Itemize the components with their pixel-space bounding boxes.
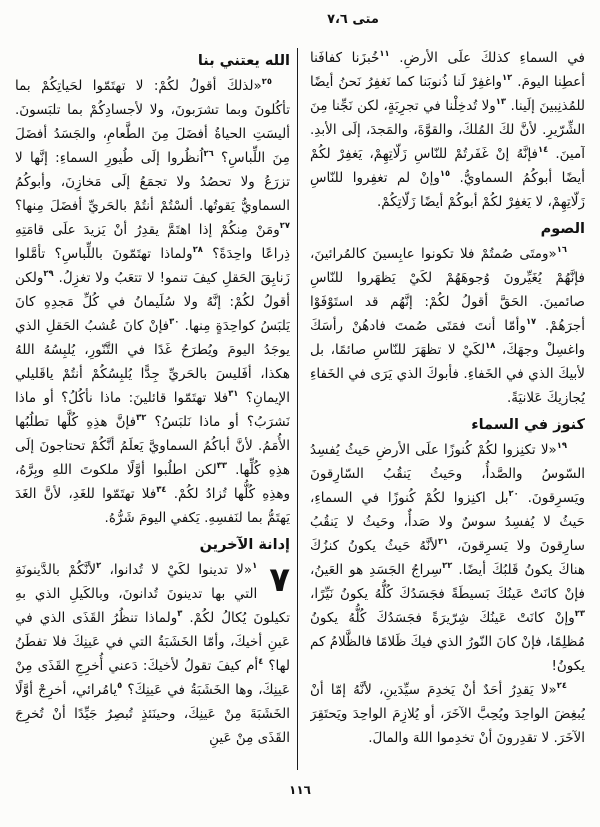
chapter-7-verse-text: $^١$«لا تدينوا لكَيْ لا تُدانوا، $^٢$لأنَّكُمْ بالدَّينونَةِ التي بها تدينونَ تُدانونَ، وبالكَيلِ الذي بهِ تكيلونَ يُكالُ لكُمْ. $^٣$ولماذا تنظُرُ القَذَى الذي في عَينِ أخيكَ، وأمّا الخَشَبَةُ التي في عَينِكَ فلا تفطَنُ لها؟ $^٤$أم كيفَ تقولُ لأخيكَ: دَعني أُخرِجِ القَذَى مِنْ عَينِكَ، وها الخَشَبَةُ في عَينِكَ؟ $^٥$يامُرائي، أخرِجْ أوَّلًا الخَشَبَةَ مِنْ عَينِكَ، وحينَئذٍ تُبصِرُ جَيِّدًا أنْ تُخرِجَ القَذَى مِنْ عَينِ [15,560,290,746]
heading-judging-others: إدانة الآخرين [199,537,290,553]
paragraph-fasting: $^{١٦}$«ومتَى صُمتُمْ فلا تكونوا عابِسينَ كالمُرائينَ، فإنَّهُمْ يُغَيِّرونَ وُجوهَهُمْ لكَيْ يَظهَروا للنّاسِ صائمينَ. الحَقَّ أقولُ لكُمْ: إنَّهُم قد استَوْفَوْا أجرَهُمْ. $^{١٧}$وأمّا أنتَ فمَتَى صُمتَ فادهُنْ رأسَكَ واغسِلْ وجهَكَ، $^{١٨}$لكَيْ لا تظهَرَ للنّاسِ صائمًا، بل لأبيكَ الذي في الخَفاءِ. فأبوكَ الذي يَرَى في الخَفاءِ يُجازيكَ عَلانيَةً. [310,244,585,406]
heading-treasures-in-heaven: كنوز في السماء [471,417,585,433]
heading-god-cares: الله يعتني بنا [197,53,290,69]
paragraph-lords-prayer-end: في السماءِ كذلكَ علَى الأرضِ. $^{١١}$خُبزَنا كفافَنا أعطِنا اليومَ. $^{١٢}$واغفِرْ لَنا ذُنوبَنا كما نَغفِرُ نَحنُ أيضًا للمُذنِبينَ إلَينا. $^{١٣}$ولا تُدخِلْنا في تجرِبَةٍ، لكن نَجِّنا مِنَ الشِّرّيرِ. لأنَّ لكَ المُلكَ، والقوَّةَ، والمَجدَ، إلَى الأبدِ. آمينَ. $^{١٤}$فإنَّهُ إنْ غَفَرتُمْ للنّاسِ زَلّاتِهِمْ، يَغفِرْ لكُمْ أيضًا أبوكُمُ السماويُّ. $^{١٥}$وإنْ لم تغفِروا للنّاسِ زَلّاتِهِمْ، لا يَغفِرْ لكُمْ أبوكُمْ أيضًا زَلّاتِكُمْ. [310,48,585,210]
right-column [310,46,585,772]
columns [15,46,585,772]
paragraph-treasures: $^{١٩}$«لا تكنِزوا لكُمْ كُنوزًا علَى الأرضِ حَيثُ يُفسِدُ السّوسُ والصَّدأُ، وحَيثُ يَنقُبُ السّارِقونَ ويَسرِقونَ. $^{٢٠}$بل اكنِزوا لكُمْ كُنوزًا في السماءِ، حَيثُ لا يُفسِدُ سوسٌ ولا صَدأٌ، وحَيثُ لا يَنقُبُ سارِقونَ ولا يَسرِقونَ، $^{٢١}$لأنَّهُ حَيثُ يكونُ كنزُكَ هناكَ يكونُ قَلبُكَ أيضًا. $^{٢٢}$سِراجُ الجَسَدِ هو العَينُ، فإنْ كانَتْ عَينُكَ بَسيطَةً فجَسَدُكَ كُلُّهُ يكونُ نَيِّرًا، $^{٢٣}$وإنْ كانَتْ عَينُكَ شِرّيرَةً فجَسَدُكَ كُلُّهُ يكونُ مُظلِمًا، فإنْ كانَ النّورُ الذي فيكَ ظَلامًا فالظَّلامُ كم يكونُ! [310,440,585,674]
page-number: ١١٦ [289,783,311,797]
chapter-7-number: ٧ [269,560,290,600]
paragraph-god-cares: $^{٢٥}$«لذلكَ أقولُ لكُمْ: لا تهتَمّوا لحَياتِكُمْ بما تأكُلونَ وبما تشرَبونَ، ولا لأجسادِكُمْ بما تلبَسونَ. أليسَتِ الحياةُ أفضَلَ مِنَ الطَّعامِ، والجَسَدُ أفضَلَ مِنَ اللِّباسِ؟ $^{٢٦}$اُنظُروا إلَى طُيورِ السماءِ: إنَّها لا تزرَعُ ولا تحصُدُ ولا تجمَعُ إلَى مَخازِنَ، وأبوكُمُ السماويُّ يَقوتُها. ألسْتُمْ أنتُمْ بالحَريِّ أفضَلَ مِنها؟ $^{٢٧}$ومَنْ مِنكُمْ إذا اهتَمَّ يقدِرُ أنْ يَزيدَ علَى قامَتِهِ ذِراعًا واحِدَةً؟ $^{٢٨}$ولماذا تهتَمّونَ باللِّباسِ؟ تأمَّلوا زَنابِقَ الحَقلِ كيفَ تنمو! لا تتعَبُ ولا تغزِلُ. $^{٢٩}$ولكن أقولُ لكُمْ: إنَّهُ ولا سُلَيمانُ في كُلِّ مَجدِهِ كانَ يَلبَسُ كواحِدَةٍ مِنها. $^{٣٠}$فإنْ كانَ عُشبُ الحَقلِ الذي يوجَدُ اليومَ ويُطرَحُ غَدًا في التَّنّورِ، يُلبِسُهُ اللهُ هكذا، أفَليسَ بالحَريِّ جِدًّا يُلبِسُكُمْ أنتُمْ ياقَليلي الإيمانِ؟ $^{٣١}$فلا تهتَمّوا قائلينَ: ماذا نأكُلُ؟ أو ماذا نَشرَبُ؟ أو ماذا نَلبَسُ؟ $^{٣٢}$فإنَّ هذِهِ كُلَّها تطلُبُها الأُمَمُ. لأنَّ أباكُمُ السماويَّ يَعلَمُ أنَّكُمْ تحتاجونَ إلَى هذِهِ كُلِّها. $^{٣٣}$لكن اطلُبوا أوَّلًا ملكوتَ اللهِ وبِرَّهُ، وهذِهِ كُلُّها تُزادُ لكُمْ. $^{٣٤}$فلا تهتَمّوا للغَدِ، لأنَّ الغَدَ يَهتَمُّ بما لنَفسِهِ. يَكفي اليومَ شَرُّهُ. [15,76,290,526]
running-head: متى ٧،٦ [327,12,379,27]
paragraph-judging-others [15,558,290,750]
left-column [15,46,290,772]
paragraph-two-masters: $^{٢٤}$«لا يَقدِرُ أحَدٌ أنْ يَخدِمَ سيِّدَينِ، لأنَّهُ إمّا أنْ يُبغِضَ الواحِدَ ويُحِبَّ الآخَرَ، أو يُلازِمَ الواحِدَ ويَحتَقِرَ الآخَرَ. لا تقدِرونَ أنْ تخدِموا اللهَ والمالَ. [310,680,585,746]
heading-fasting: الصوم [540,221,585,237]
